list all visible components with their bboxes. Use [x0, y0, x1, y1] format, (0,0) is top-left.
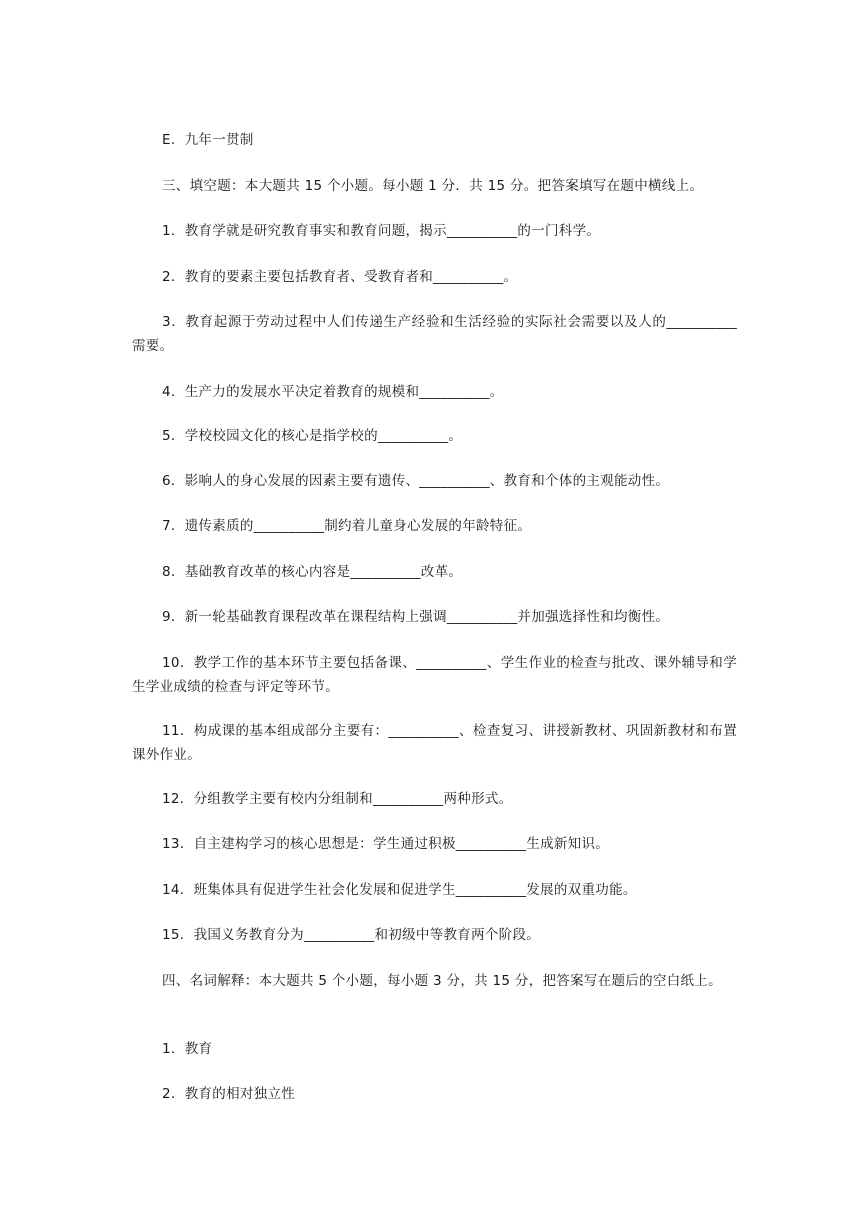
question-11: 11．构成课的基本组成部分主要有：__________、检查复习、讲授新教材、巩固新教材和布置课外作业。 [132, 723, 737, 763]
question-12: 12．分组教学主要有校内分组制和__________两种形式。 [162, 791, 513, 807]
question-5: 5．学校校园文化的核心是指学校的__________。 [162, 428, 463, 444]
section-heading-definitions: 四、名词解释：本大题共 5 个小题，每小题 3 分，共 15 分，把答案写在题后的空白纸上。 [162, 973, 722, 989]
question-7: 7．遗传素质的__________制约着儿童身心发展的年龄特征。 [162, 518, 532, 534]
question-3: 3．教育起源于劳动过程中人们传递生产经验和生活经验的实际社会需要以及人的__________需要。 [132, 314, 737, 354]
definition-1: 1．教育 [162, 1041, 213, 1057]
question-13: 13．自主建构学习的核心思想是：学生通过积极__________生成新知识。 [162, 836, 610, 852]
question-2: 2．教育的要素主要包括教育者、受教育者和__________。 [162, 269, 518, 285]
section-heading-fill-blank: 三、填空题：本大题共 15 个小题。每小题 1 分．共 15 分。把答案填写在题中横线上。 [162, 178, 704, 194]
question-14: 14．班集体具有促进学生社会化发展和促进学生__________发展的双重功能。 [162, 882, 637, 898]
question-1: 1．教育学就是研究教育事实和教育问题，揭示__________的一门科学。 [162, 223, 601, 239]
question-9: 9．新一轮基础教育课程改革在课程结构上强调__________并加强选择性和均衡性。 [162, 609, 670, 625]
question-15: 15．我国义务教育分为__________和初级中等教育两个阶段。 [162, 927, 541, 943]
question-8: 8．基础教育改革的核心内容是__________改革。 [162, 564, 463, 580]
question-6: 6．影响人的身心发展的因素主要有遗传、__________、教育和个体的主观能动性。 [162, 473, 670, 489]
question-4: 4．生产力的发展水平决定着教育的规模和__________。 [162, 384, 504, 400]
option-e: E．九年一贯制 [162, 132, 254, 148]
question-10: 10．教学工作的基本环节主要包括备课、__________、学生作业的检查与批改、课外辅导和学生学业成绩的检查与评定等环节。 [132, 655, 737, 695]
definition-2: 2．教育的相对独立性 [162, 1086, 296, 1102]
